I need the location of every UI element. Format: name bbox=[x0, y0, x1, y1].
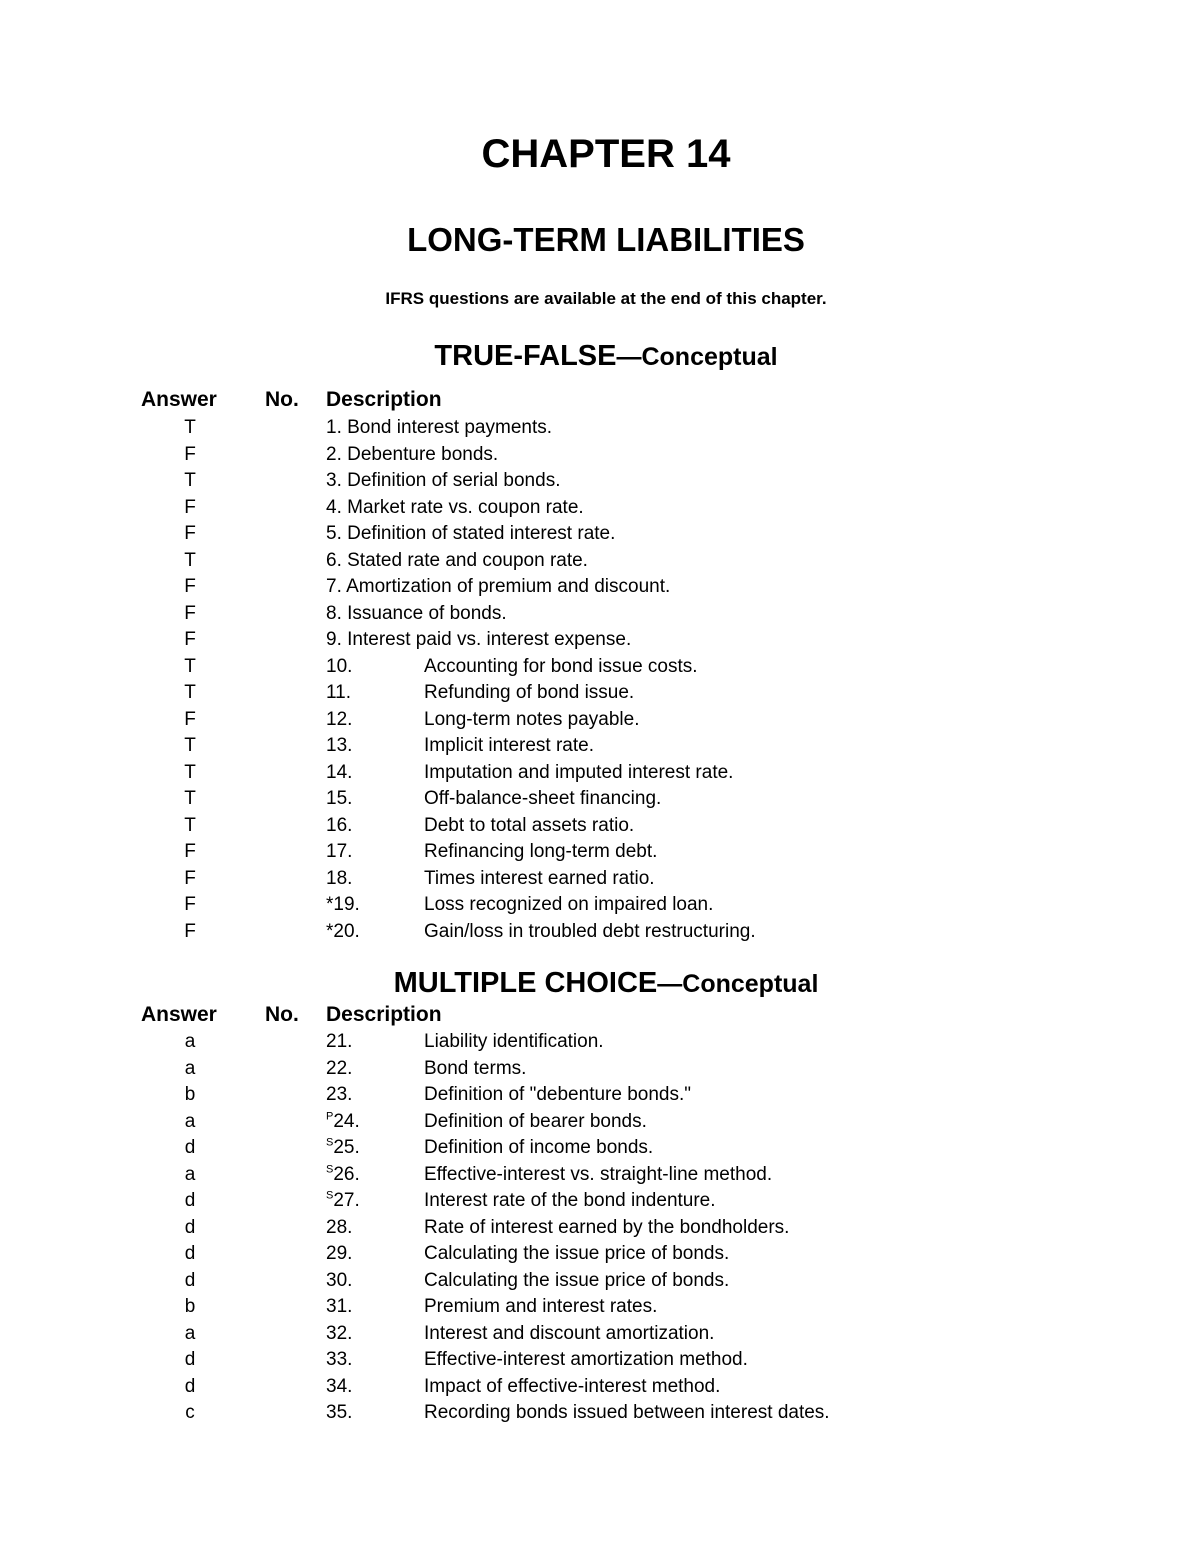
item-number bbox=[326, 1082, 352, 1108]
list-item bbox=[0, 733, 1200, 759]
list-item bbox=[0, 1162, 1200, 1188]
list-item bbox=[0, 468, 1200, 494]
answer-cell: a bbox=[184, 1163, 196, 1185]
item-text: 8. Issuance of bonds. bbox=[326, 602, 507, 624]
list-item bbox=[0, 521, 1200, 547]
item-number-value: 23. bbox=[326, 1084, 353, 1105]
answer-cell: a bbox=[184, 1110, 196, 1132]
item-number bbox=[326, 1135, 360, 1161]
answer-cell: T bbox=[184, 761, 196, 783]
item-description: Calculating the issue price of bonds. bbox=[424, 1269, 730, 1291]
item-number bbox=[326, 1294, 352, 1320]
item-number-value: 32. bbox=[326, 1322, 353, 1344]
item-number-value: 13. bbox=[326, 735, 353, 756]
column-header-no: No. bbox=[265, 1003, 299, 1026]
item-number-value: 24. bbox=[333, 1110, 360, 1132]
item-number-value: *19. bbox=[326, 894, 360, 915]
list-item bbox=[0, 1135, 1200, 1161]
answer-cell: a bbox=[184, 1057, 196, 1079]
answer-cell: d bbox=[184, 1375, 196, 1397]
item-number-value: 25. bbox=[333, 1137, 360, 1158]
item-number bbox=[326, 813, 352, 839]
list-item bbox=[0, 866, 1200, 892]
item-number bbox=[326, 654, 352, 680]
answer-cell: a bbox=[184, 1031, 196, 1052]
item-description: Long-term notes payable. bbox=[424, 708, 640, 730]
answer-cell: d bbox=[184, 1269, 196, 1291]
answer-cell: T bbox=[184, 814, 196, 836]
item-description: Rate of interest earned by the bondholders. bbox=[424, 1216, 790, 1238]
item-description: Calculating the issue price of bonds. bbox=[424, 1243, 730, 1264]
column-header-description: Description bbox=[326, 1003, 442, 1026]
item-text: 4. Market rate vs. coupon rate. bbox=[326, 496, 584, 518]
item-number bbox=[326, 1241, 352, 1267]
item-text: 9. Interest paid vs. interest expense. bbox=[326, 629, 632, 650]
column-header-description: Description bbox=[326, 388, 442, 411]
list-item bbox=[0, 1109, 1200, 1135]
column-header-answer: Answer bbox=[141, 388, 217, 411]
item-description: Implicit interest rate. bbox=[424, 735, 594, 756]
answer-cell: F bbox=[184, 443, 196, 465]
list-item bbox=[0, 1321, 1200, 1347]
answer-cell: T bbox=[184, 788, 196, 809]
list-item bbox=[0, 919, 1200, 945]
list-item bbox=[0, 680, 1200, 706]
item-number-value: 14. bbox=[326, 761, 353, 783]
item-text: 1. Bond interest payments. bbox=[326, 417, 553, 438]
item-text: 7. Amortization of premium and discount. bbox=[326, 576, 671, 597]
item-number bbox=[326, 1162, 360, 1188]
item-description: Debt to total assets ratio. bbox=[424, 814, 635, 836]
item-number bbox=[326, 1321, 352, 1347]
item-description: Loss recognized on impaired loan. bbox=[424, 894, 714, 915]
item-number bbox=[326, 866, 352, 892]
answer-cell: d bbox=[184, 1216, 196, 1238]
chapter-subtitle: LONG-TERM LIABILITIES bbox=[407, 221, 805, 258]
answer-cell: F bbox=[184, 894, 196, 915]
chapter-title: CHAPTER 14 bbox=[481, 132, 731, 176]
answer-cell: c bbox=[185, 1402, 195, 1423]
item-text: 2. Debenture bonds. bbox=[326, 443, 499, 465]
item-number bbox=[326, 839, 352, 865]
item-description: Effective-interest vs. straight-line method. bbox=[424, 1163, 773, 1185]
list-item bbox=[0, 892, 1200, 918]
item-description: Refunding of bond issue. bbox=[424, 682, 635, 703]
item-number bbox=[326, 1188, 360, 1214]
item-number bbox=[326, 1029, 352, 1055]
item-number-value: 34. bbox=[326, 1375, 353, 1397]
answer-cell: F bbox=[184, 496, 196, 518]
item-number-value: 16. bbox=[326, 814, 353, 836]
list-item bbox=[0, 1268, 1200, 1294]
item-number-value: 21. bbox=[326, 1031, 353, 1052]
answer-cell: F bbox=[184, 576, 196, 597]
list-item bbox=[0, 654, 1200, 680]
list-item bbox=[0, 495, 1200, 521]
item-number-value: 30. bbox=[326, 1269, 353, 1291]
item-number bbox=[326, 892, 360, 918]
item-number bbox=[326, 1056, 352, 1082]
item-number bbox=[326, 760, 352, 786]
item-number bbox=[326, 1400, 352, 1426]
list-item bbox=[0, 707, 1200, 733]
item-number bbox=[326, 786, 352, 812]
item-number-value: 10. bbox=[326, 655, 353, 677]
column-header-no: No. bbox=[265, 388, 299, 411]
item-number-value: 33. bbox=[326, 1349, 353, 1370]
item-number bbox=[326, 919, 360, 945]
list-item bbox=[0, 1347, 1200, 1373]
item-number-value: 22. bbox=[326, 1057, 353, 1079]
item-number bbox=[326, 1374, 352, 1400]
answer-cell: F bbox=[184, 920, 196, 942]
item-number-value: 15. bbox=[326, 788, 353, 809]
list-item bbox=[0, 786, 1200, 812]
list-item bbox=[0, 415, 1200, 441]
item-number-value: *20. bbox=[326, 920, 360, 942]
item-description: Definition of bearer bonds. bbox=[424, 1110, 647, 1132]
answer-cell: d bbox=[184, 1137, 196, 1158]
section-title-true-false bbox=[0, 336, 1200, 381]
item-mark: P bbox=[326, 1110, 334, 1123]
list-item bbox=[0, 1056, 1200, 1082]
list-item bbox=[0, 1188, 1200, 1214]
list-item bbox=[0, 1029, 1200, 1055]
item-description: Bond terms. bbox=[424, 1057, 527, 1079]
list-item bbox=[0, 839, 1200, 865]
ifrs-note: IFRS questions are available at the end of this chapter. bbox=[385, 289, 827, 308]
answer-cell: T bbox=[184, 549, 196, 571]
item-description: Refinancing long-term debt. bbox=[424, 841, 658, 862]
item-description: Interest rate of the bond indenture. bbox=[424, 1190, 716, 1211]
item-description: Times interest earned ratio. bbox=[424, 867, 655, 889]
answer-cell: b bbox=[184, 1084, 196, 1105]
item-mark: S bbox=[326, 1189, 334, 1202]
answer-cell: F bbox=[184, 602, 196, 624]
item-number bbox=[326, 1347, 352, 1373]
answer-cell: T bbox=[184, 682, 196, 703]
item-description: Definition of income bonds. bbox=[424, 1137, 654, 1158]
item-number-value: 29. bbox=[326, 1243, 353, 1264]
item-description: Effective-interest amortization method. bbox=[424, 1349, 748, 1370]
item-number-value: 28. bbox=[326, 1216, 353, 1238]
answer-cell: T bbox=[184, 417, 196, 438]
item-description: Definition of "debenture bonds." bbox=[424, 1084, 692, 1105]
item-number-value: 11. bbox=[326, 682, 352, 703]
item-number bbox=[326, 680, 351, 706]
answer-cell: b bbox=[184, 1296, 196, 1317]
answer-cell: F bbox=[184, 708, 196, 730]
item-description: Gain/loss in troubled debt restructuring. bbox=[424, 920, 756, 942]
answer-cell: F bbox=[184, 841, 196, 862]
answer-cell: F bbox=[184, 523, 196, 544]
list-item bbox=[0, 548, 1200, 574]
item-text: 3. Definition of serial bonds. bbox=[326, 470, 561, 491]
answer-cell: d bbox=[184, 1349, 196, 1370]
item-number bbox=[326, 733, 352, 759]
list-item bbox=[0, 1082, 1200, 1108]
item-description: Liability identification. bbox=[424, 1031, 604, 1052]
list-item bbox=[0, 627, 1200, 653]
item-number-value: 17. bbox=[326, 841, 353, 862]
answer-cell: T bbox=[184, 655, 196, 677]
answer-cell: d bbox=[184, 1243, 196, 1264]
item-text: 6. Stated rate and coupon rate. bbox=[326, 549, 588, 571]
item-description: Accounting for bond issue costs. bbox=[424, 655, 698, 677]
item-number bbox=[326, 1268, 352, 1294]
item-description: Off-balance-sheet financing. bbox=[424, 788, 662, 809]
item-description: Imputation and imputed interest rate. bbox=[424, 761, 734, 783]
list-item bbox=[0, 760, 1200, 786]
list-item bbox=[0, 601, 1200, 627]
column-header-answer: Answer bbox=[141, 1003, 217, 1026]
item-number-value: 26. bbox=[333, 1163, 360, 1185]
item-description: Recording bonds issued between interest dates. bbox=[424, 1402, 830, 1423]
section-title-main: MULTIPLE CHOICE bbox=[393, 967, 658, 999]
list-item bbox=[0, 1374, 1200, 1400]
answer-cell: d bbox=[184, 1190, 196, 1211]
item-number-value: 31. bbox=[326, 1296, 353, 1317]
item-number bbox=[326, 707, 352, 733]
item-number-value: 12. bbox=[326, 708, 353, 730]
list-item bbox=[0, 1241, 1200, 1267]
section-title-sub: —Conceptual bbox=[616, 343, 778, 371]
item-number-value: 18. bbox=[326, 867, 353, 889]
item-text: 5. Definition of stated interest rate. bbox=[326, 523, 616, 544]
item-description: Interest and discount amortization. bbox=[424, 1322, 715, 1344]
item-mark: S bbox=[326, 1136, 334, 1149]
list-item bbox=[0, 1215, 1200, 1241]
item-number bbox=[326, 1109, 360, 1135]
answer-cell: T bbox=[184, 735, 196, 756]
answer-cell: F bbox=[184, 629, 196, 650]
section-title-sub: —Conceptual bbox=[657, 970, 819, 998]
list-item bbox=[0, 574, 1200, 600]
item-number bbox=[326, 1215, 352, 1241]
answer-cell: F bbox=[184, 867, 196, 889]
section-title-main: TRUE-FALSE bbox=[434, 340, 617, 372]
item-number-value: 35. bbox=[326, 1402, 353, 1423]
item-description: Impact of effective-interest method. bbox=[424, 1375, 721, 1397]
answer-cell: a bbox=[184, 1322, 196, 1344]
item-number-value: 27. bbox=[333, 1190, 360, 1211]
list-item bbox=[0, 1294, 1200, 1320]
list-item bbox=[0, 1400, 1200, 1426]
item-mark: S bbox=[326, 1163, 334, 1176]
answer-cell: T bbox=[184, 470, 196, 491]
item-description: Premium and interest rates. bbox=[424, 1296, 658, 1317]
list-item bbox=[0, 442, 1200, 468]
list-item bbox=[0, 813, 1200, 839]
